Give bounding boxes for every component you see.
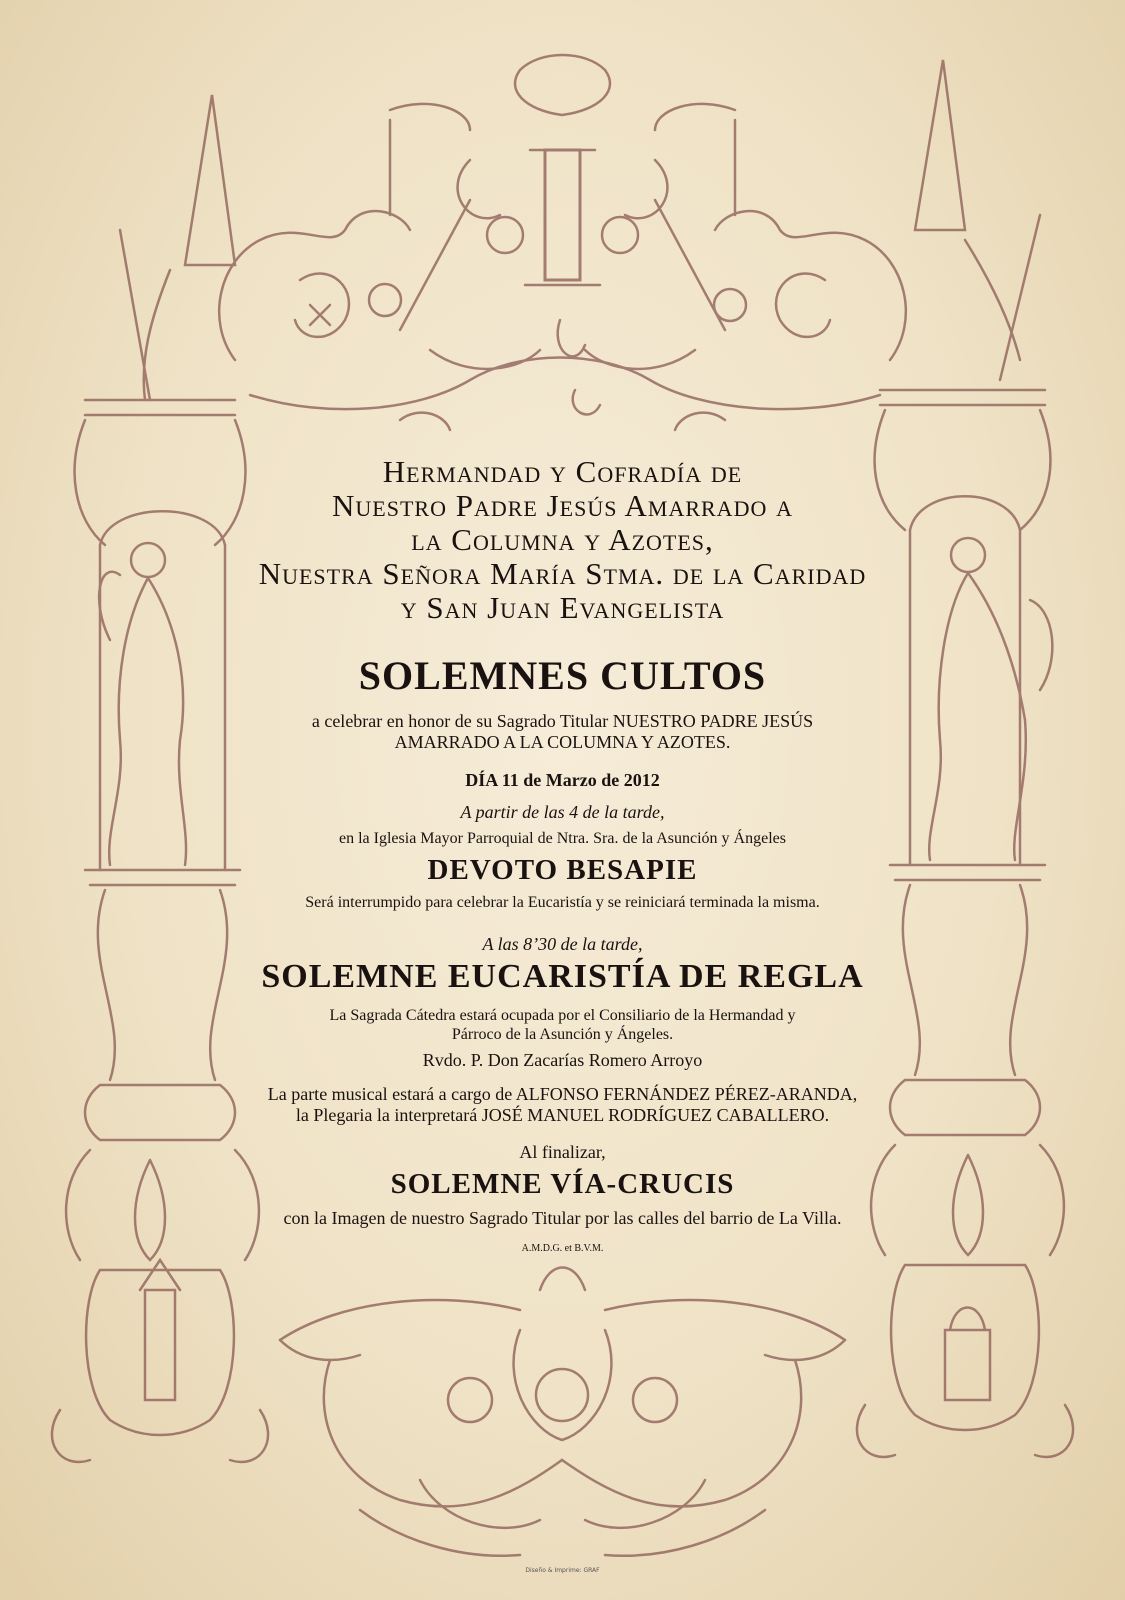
main-title: SOLEMNES CULTOS — [358, 653, 767, 698]
music-line-1: La parte musical estará a cargo de ALFONSO FERNÁNDEZ PÉREZ-ARANDA, — [267, 1084, 858, 1104]
event-eucaristia: SOLEMNE EUCARISTÍA DE REGLA — [261, 958, 864, 995]
header-line-2: Nuestro Padre Jesús Amarrado a — [332, 488, 793, 523]
header-line-5: y San Juan Evangelista — [400, 590, 725, 625]
place: en la Iglesia Mayor Parroquial de Ntra. Sra. de la Asunción y Ángeles — [339, 830, 786, 847]
besapie-note: Será interrumpido para celebrar la Eucaristía y se reiniciará terminada la misma. — [305, 894, 820, 911]
via-crucis-note: con la Imagen de nuestro Sagrado Titular por las calles del barrio de La Villa. — [283, 1208, 842, 1228]
time-2: A las 8’30 de la tarde, — [482, 934, 643, 954]
catedra-line-1: La Sagrada Cátedra estará ocupada por el Consiliario de la Hermandad y — [329, 1007, 796, 1024]
motto: A.M.D.G. et B.V.M. — [521, 1243, 604, 1254]
closing-intro: Al finalizar, — [519, 1142, 606, 1162]
top-crest-ornament — [219, 55, 906, 430]
time-1: A partir de las 4 de la tarde, — [460, 802, 665, 822]
bottom-cartouche-ornament — [280, 1268, 845, 1556]
music-line-2: la Plegaria la interpretará JOSÉ MANUEL RODRÍGUEZ CABALLERO. — [295, 1105, 830, 1125]
catedra-line-2: Párroco de la Asunción y Ángeles. — [451, 1026, 674, 1043]
intro-line-2: AMARRADO A LA COLUMNA Y AZOTES. — [394, 732, 731, 752]
footer-credit: Diseño & Imprime: GRAF — [525, 1567, 600, 1574]
event-besapie: DEVOTO BESAPIE — [427, 854, 698, 886]
header-line-4: Nuestra Señora María Stma. de la Caridad — [258, 556, 867, 591]
event-date: DÍA 11 de Marzo de 2012 — [465, 770, 660, 790]
event-via-crucis: SOLEMNE VÍA-CRUCIS — [390, 1168, 735, 1200]
header-line-3: la Columna y Azotes, — [411, 522, 714, 557]
header-line-1: Hermandad y Cofradía de — [382, 454, 743, 489]
intro-line-1: a celebrar en honor de su Sagrado Titular NUESTRO PADRE JESÚS — [311, 711, 814, 731]
priest-name: Rvdo. P. Don Zacarías Romero Arroyo — [422, 1050, 703, 1070]
